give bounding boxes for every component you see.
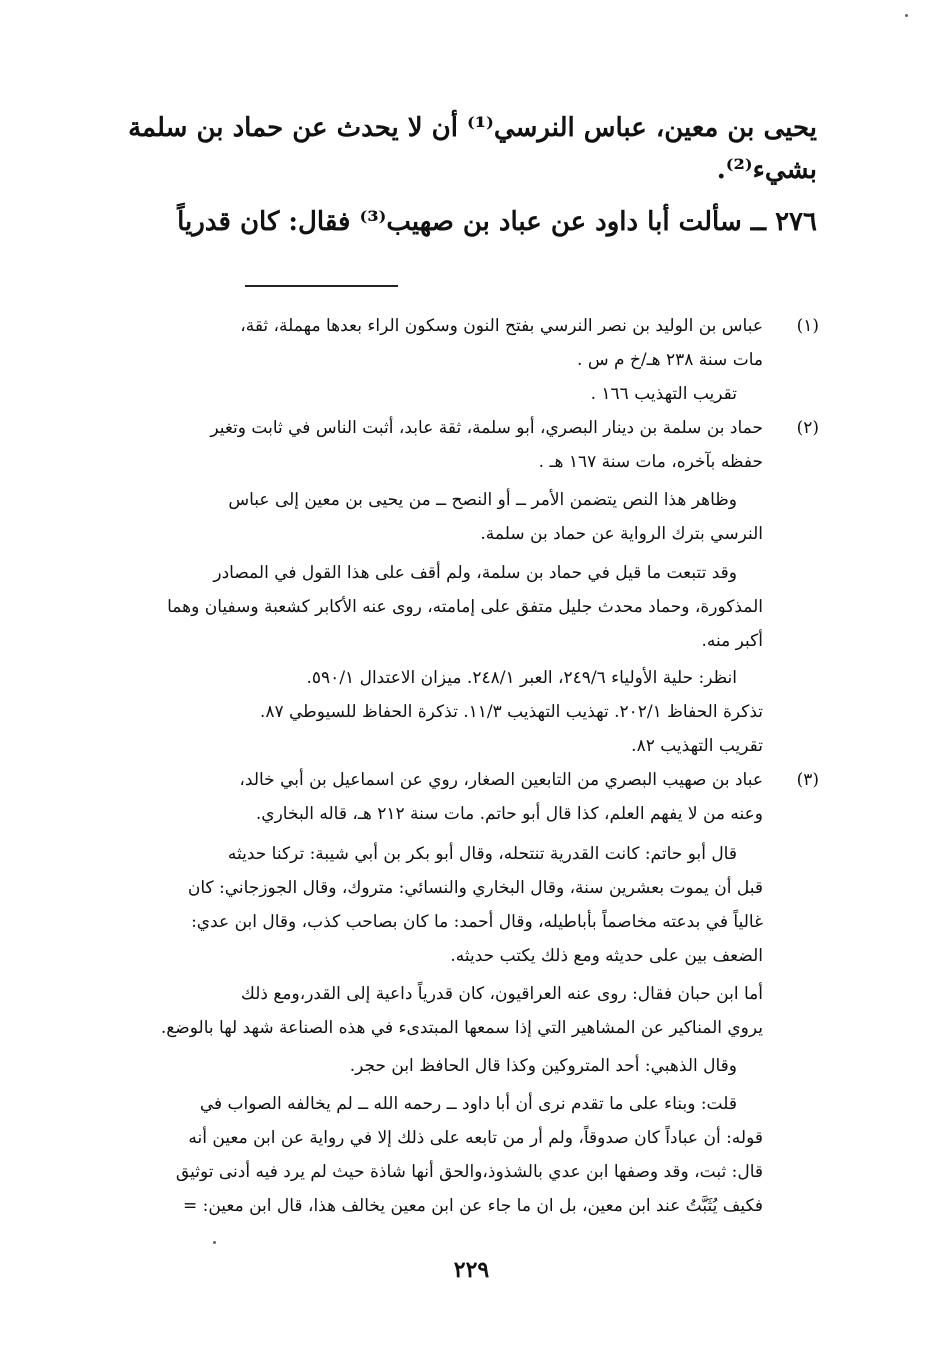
footnote-2-paragraph-4	[128, 661, 763, 763]
footnote-3-line: فكيف يُثَبَّتُ عند ابن معين، بل ان ما جاء عن ابن معين يخالف هذا، قال ابن معين: =	[182, 1196, 763, 1216]
footnote-3-line: وعنه من لا يفهم العلم، كذا قال أبو حاتم. مات سنة ٢١٢ هـ، قاله البخاري.	[255, 804, 763, 824]
footnote-3-line: عباد بن صهيب البصري من التابعين الصغار، روي عن اسماعيل بن أبي خالد،	[239, 770, 763, 790]
scan-speck	[905, 14, 908, 17]
footnote-2-line: وظاهر هذا النص يتضمن الأمر ــ أو النصح ــ من يحيى بن معين إلى عباس	[228, 490, 737, 510]
footnote-divider	[245, 285, 398, 287]
footnote-3-line: الضعف بين على حديثه ومع ذلك يكتب حديثه.	[450, 946, 763, 966]
footnote-3-line: قلت: وبناء على ما تقدم نرى أن أبا داود ــ رحمه الله ــ لم يخالفه الصواب في	[199, 1094, 737, 1114]
footnote-3-number: (٣)	[796, 770, 819, 790]
footnote-3-line: قوله: أن عباداً كان صدوقاً، ولم أر من تابعه على ذلك إلا في رواية عن ابن معين أنه	[188, 1128, 763, 1148]
footnote-1-number: (١)	[796, 316, 819, 336]
footnote-2-line: أكبر منه.	[701, 631, 763, 651]
footnote-3-line: وقال الذهبي: أحد المتروكين وكذا قال الحافظ ابن حجر.	[349, 1056, 737, 1076]
footnote-2-line: تذكرة الحفاظ ٢٠٢/١. تهذيب التهذيب ١١/٣. تذكرة الحفاظ للسيوطي ٨٧.	[259, 702, 763, 722]
footnote-2-line: النرسي بترك الرواية عن حماد بن سلمة.	[480, 524, 763, 544]
footnote-3-paragraph-5	[128, 1087, 763, 1223]
footnote-3-line: قبل أن يموت بعشرين سنة، وقال البخاري والنسائي: متروك، وقال الجوزجاني: كان	[187, 878, 763, 898]
footnote-3-line: يروي المناكير عن المشاهير التي إذا سمعها المبتدىء في هذه الصناعة شهد لها بالوضع.	[160, 1018, 763, 1038]
footnote-3-paragraph-4	[128, 1049, 763, 1083]
entry-276: ٢٧٦ ــ سألت أبا داود عن عباد بن صهيب⁽³⁾ فقال: كان قدرياً	[177, 207, 817, 237]
footnote-2-line: المذكورة، وحماد محدث جليل متفق على إمامته، روى عنه الأكابر كشعبة وسفيان وهما	[167, 597, 763, 617]
main-text-line-2: بشيء⁽²⁾.	[716, 155, 817, 185]
footnote-1-line: عباس بن الوليد بن نصر النرسي بفتح النون وسكون الراء بعدها مهملة، ثقة،	[240, 316, 763, 336]
footnote-2-line: حماد بن سلمة بن دينار البصري، أبو سلمة، ثقة عابد، أثبت الناس في ثابت وتغير	[210, 418, 763, 438]
footnote-2-line: انظر: حلية الأولياء ٢٤٩/٦، العبر ٢٤٨/١. ميزان الاعتدال ٥٩٠/١.	[306, 668, 737, 688]
footnote-2-paragraph-1	[128, 411, 763, 479]
footnote-3-paragraph-1	[128, 763, 763, 831]
footnote-2-line: حفظه بآخره، مات سنة ١٦٧ هـ .	[538, 452, 763, 472]
footnote-3-line: غالياً في بدعته مخاصماً بأباطيله، وقال أحمد: ما كان بصاحب كذب، وقال ابن عدي:	[191, 912, 763, 932]
footnote-2-paragraph-3	[128, 556, 763, 658]
footnote-3-paragraph-3	[128, 977, 763, 1045]
footnote-1-line: مات سنة ٢٣٨ هـ/خ م س .	[577, 350, 763, 370]
footnote-2-line: تقريب التهذيب ٨٢.	[631, 736, 763, 756]
main-text-line-1: يحيى بن معين، عباس النرسي⁽¹⁾ أن لا يحدث عن حماد بن سلمة	[128, 113, 817, 143]
footnote-3-line: قال أبو حاتم: كانت القدرية تنتحله، وقال أبو بكر بن أبي شيبة: تركنا حديثه	[227, 844, 737, 864]
footnote-3-paragraph-2	[128, 837, 763, 973]
page-number: ٢٢٩	[453, 1257, 490, 1283]
footnote-2-line: وقد تتبعت ما قيل في حماد بن سلمة، ولم أقف على هذا القول في المصادر	[213, 563, 737, 583]
footnote-1-body	[128, 309, 763, 411]
footnote-3-line: قال: ثبت، وقد وصفها ابن عدي بالشذوذ،والحق أنها شاذة حيث لم يرد فيه أدنى توثيق	[175, 1162, 763, 1182]
scan-speck	[213, 1241, 216, 1244]
footnote-2-number: (٢)	[796, 418, 819, 438]
footnote-3-line: أما ابن حبان فقال: روى عنه العراقيون، كان قدرياً داعية إلى القدر،ومع ذلك	[240, 984, 763, 1004]
footnote-2-paragraph-2	[128, 483, 763, 551]
footnote-1-line: تقريب التهذيب ١٦٦ .	[590, 384, 737, 404]
